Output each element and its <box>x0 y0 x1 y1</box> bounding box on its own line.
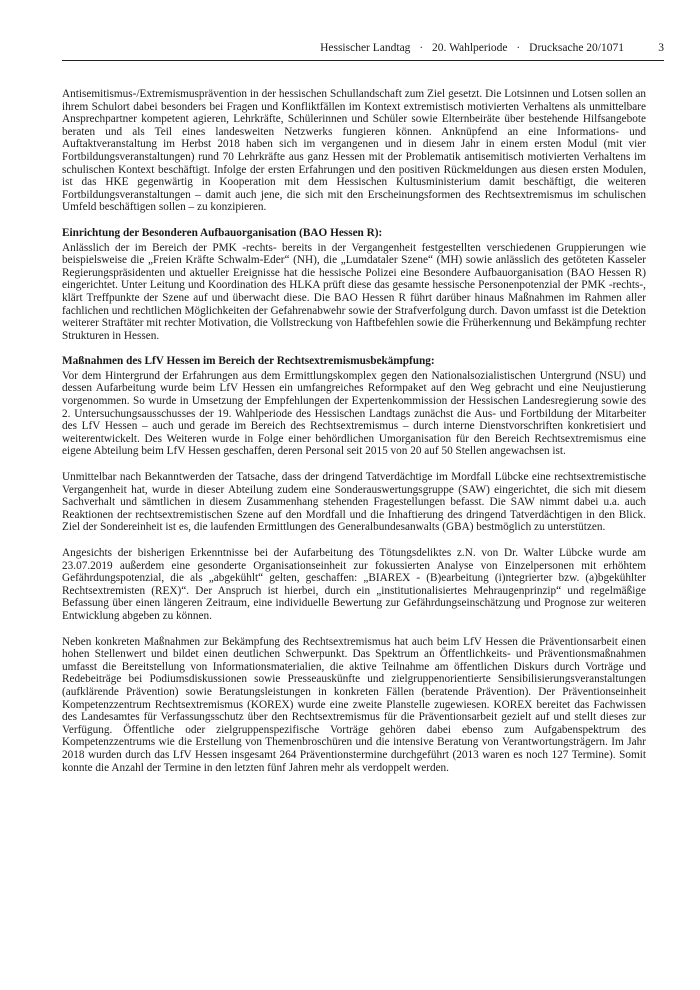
paragraph-biarex: Angesichts der bisherigen Erkenntnisse bei der Aufarbeitung des Tötungsdeliktes z.N. von Dr. Walter Lübcke wurde am 23.07.2019 außerdem eine gesonderte Organisationseinheit zur fokussierten Analyse von Einzelpersonen mit erhöhtem Gefährdungspotenzial, die als „abgekühlt“ gelten, geschaffen: „BIAREX - (B)earbeitung (i)ntegrierter bzw. (a)bgekühlter Rechtsextremisten (REX)“. Der Anspruch ist hierbei, durch ein „institutionalisiertes Mehraugenprinzip“ und regelmäßige Befassung über einen längeren Zeitraum, eine individuelle Bewertung zur Gefährdungseinschätzung und Prognose zur weiteren Entwicklung abgeben zu können. <box>62 547 646 622</box>
legislative-period: 20. Wahlperiode <box>432 42 508 54</box>
page-number: 3 <box>658 42 664 54</box>
running-header <box>320 41 624 55</box>
document-body <box>62 88 646 787</box>
header-rule <box>62 60 664 61</box>
paragraph-bao-hessen-r: Anlässlich der im Bereich der PMK -rechts- bereits in der Vergangenheit festgestellten verschiedenen Gruppierungen wie beispielsweise die „Freien Kräfte Schwalm-Eder“ (NH), die „Lumdataler Szene“ (MH) sowie anlässlich des getöteten Kasseler Regierungspräsidenten und aktueller Ereignisse hat die hessische Polizei eine Besondere Aufbauorganisation (BAO Hessen R) eingerichtet. Unter Leitung und Koordination des HLKA prüft diese das gesamte hessische Personenpotenzial der PMK -rechts-, klärt Treffpunkte der Szene auf und überwacht diese. Die BAO Hessen R führt darüber hinaus Maßnahmen im Rahmen aller fachlichen und rechtlichen Möglichkeiten der Gefahrenabwehr sowie der Strafverfolgung durch. Davon umfasst ist die Detektion weiterer Straftäter mit rechter Motivation, die Vollstreckung von Haftbefehlen sowie die Früherkennung und Bekämpfung rechter Strukturen in Hessen. <box>62 241 646 342</box>
header-separator: · <box>516 42 521 54</box>
paragraph-lfv-reform: Vor dem Hintergrund der Erfahrungen aus dem Ermittlungskomplex gegen den Nationalsozialistischen Untergrund (NSU) und dessen Aufarbeitung wurde beim LfV Hessen ein umfangreiches Reformpaket auf den Weg gebracht und eine Neujustierung vorgenommen. So wurde in Umsetzung der Empfehlungen der Expertenkommission der Hessischen Landesregierung sowie des 2. Untersuchungsausschusses der 19. Wahlperiode des Hessischen Landtags zunächst die Aus- und Fortbildung der Mitarbeiter des LfV Hessen – auch und gerade im Bereich des Rechtsextremismus – durch interne Dienstvorschriften konkretisiert und weiterentwickelt. Des Weiteren wurde in Folge einer behördlichen Umorganisation für den Bereich Rechtsextremismus eine eigene Abteilung beim LfV Hessen geschaffen, deren Personal seit 2015 von 20 auf 50 Stellen angewachsen ist. <box>62 369 646 458</box>
document-number: Drucksache 20/1071 <box>529 42 624 54</box>
section-heading-bao: Einrichtung der Besonderen Aufbauorganisation (BAO Hessen R): <box>62 226 383 239</box>
header-separator: · <box>419 42 424 54</box>
paragraph-saw: Unmittelbar nach Bekanntwerden der Tatsache, dass der dringend Tatverdächtige im Mordfall Lübcke eine rechtsextremistische Vergangenheit hat, wurde in dieser Abteilung zudem eine Sonderauswertungsgruppe (SAW) eingerichtet, die sich mit diesem Sachverhalt und sämtlichen in diesem Zusammenhang stehenden Fragestellungen befasst. Die SAW nimmt dabei u.a. auch Reaktionen der rechtsextremistischen Szene auf den Mordfall und die Inhaftierung des dringend Tatverdächtigen in den Blick. Ziel der Sondereinheit ist es, die laufenden Ermittlungen des Generalbundesanwalts (GBA) bestmöglich zu unterstützen. <box>62 471 646 534</box>
paragraph-prevention: Neben konkreten Maßnahmen zur Bekämpfung des Rechtsextremismus hat auch beim LfV Hessen die Präventionsarbeit einen hohen Stellenwert und bildet einen deutlichen Schwerpunkt. Das Spektrum an Öffentlichkeits- und Präventionsmaßnahmen umfasst die Bereitstellung von Informationsmaterialien, die aktive Teilnahme am öffentlichen Diskurs durch Vorträge und Redebeiträge bei Podiumsdiskussionen sowie Presseauskünfte und zielgruppenorientierte Sensibilisierungsveranstaltungen (aufklärende Prävention) sowie Beratungsleistungen in konkreten Fällen (beratende Prävention). Der Präventionseinheit Kompetenzzentrum Rechtsextremismus (KOREX) wurde eine zweite Planstelle zugewiesen. KOREX bereitet das Fachwissen des Landesamtes für Verfassungsschutz über den Rechtsextremismus für die Präventionsarbeit gezielt auf und stellt dieses zur Verfügung. Öffentliche oder zielgruppenspezifische Vorträge gehören dabei ebenso zum Aufgabenspektrum des Kompetenzzentrums wie die Erstellung von Themenbroschüren und die intensive Beratung von Verantwortungsträgern. Im Jahr 2018 wurden durch das LfV Hessen insgesamt 264 Präventionstermine durchgeführt (2013 waren es noch 127 Termine). Somit konnte die Anzahl der Termine in den letzten fünf Jahren mehr als verdoppelt werden. <box>62 635 646 774</box>
publication-name: Hessischer Landtag <box>320 42 411 54</box>
page-header <box>62 41 664 59</box>
paragraph-school-pilots: Antisemitismus-/Extremismusprävention in der hessischen Schullandschaft zum Ziel gesetzt. Die Lotsinnen und Lotsen sollen an ihrem Schulort dabei besonders bei Fragen und Konfliktfällen im Kontext extremistisch motivierten Verhaltens als unmittelbare Ansprechpartner kompetent agieren, Lehrkräfte, Schülerinnen und Schüler sowie Elternbeiräte über bestehende Hilfsangebote beraten und als Teil eines landesweiten Netzwerks fungieren können. Anknüpfend an eine Informations- und Auftaktveranstaltung im Herbst 2018 haben sich im vergangenen und in diesem Jahr in einem ersten Modul (mit vier Fortbildungsveranstaltungen) rund 70 Lehrkräfte aus ganz Hessen mit der Problematik antisemitisch motivierten Verhaltens im schulischen Kontext beschäftigt. Infolge der ersten Erfahrungen und den positiven Rückmeldungen aus diesen ersten Modulen, ist das HKE gegenwärtig in Kooperation mit dem Hessischen Kultusministerium damit beschäftigt, die weiteren Fortbildungsveranstaltungen – damit auch jene, die sich mit den Erscheinungsformen des Rechtsextremismus im schulischen Umfeld beschäftigen sollen – zu konzipieren. <box>62 88 646 214</box>
section-heading-lfv: Maßnahmen des LfV Hessen im Bereich der Rechtsextremismusbekämpfung: <box>62 355 435 368</box>
